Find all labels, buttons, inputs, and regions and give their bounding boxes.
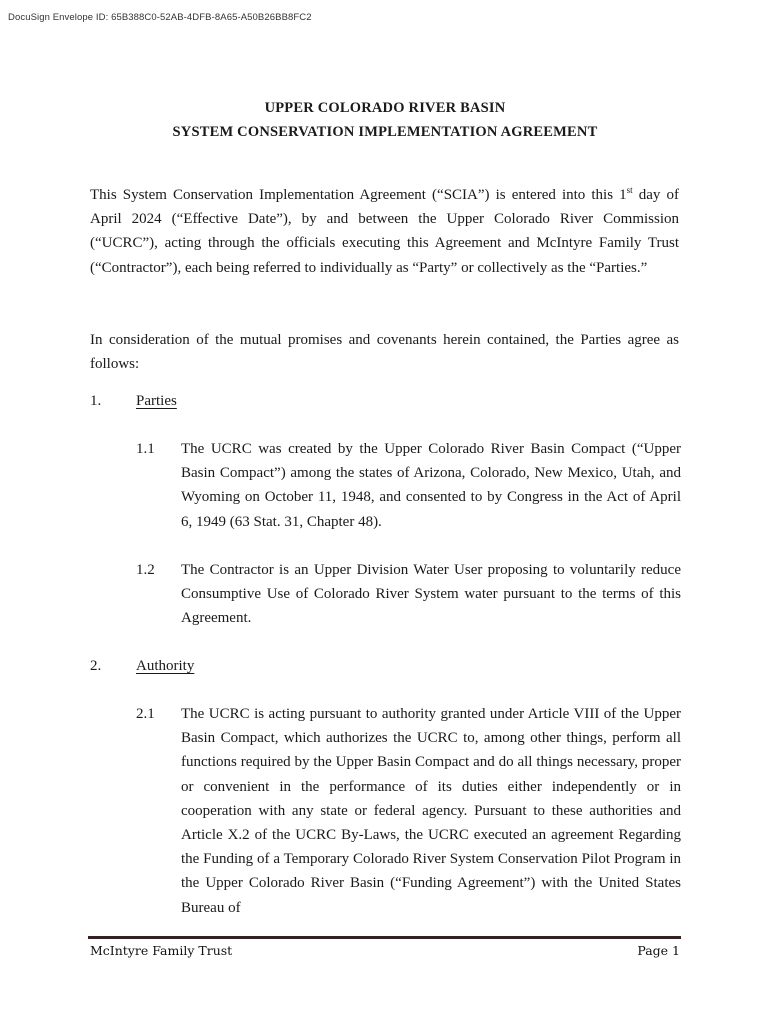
document-title-line-1: UPPER COLORADO RIVER BASIN	[264, 100, 506, 116]
footer-divider	[88, 936, 681, 939]
intro-paragraph	[90, 183, 679, 280]
subsection-number: 2.1	[136, 706, 155, 722]
section-number: 2.	[90, 658, 102, 674]
intro-superscript: st	[626, 185, 633, 195]
section-heading-parties	[90, 389, 177, 413]
intro-text-start: This System Conservation Implementation Agreement (“SCIA”) is entered into this 1	[90, 187, 627, 203]
section-heading-label: Authority	[136, 658, 195, 674]
intro-text-end: day of April 2024 (“Effective Date”), by and between the Upper Colorado River Commission (“UCRC”), acting through the officials executing this Agreement and McIntyre Family Trust (“Contractor”), each being referred to individually as “Party” or collectively as the “Parties.”	[90, 187, 679, 276]
subsection-2-1	[136, 702, 681, 920]
document-title-line-2: SYSTEM CONSERVATION IMPLEMENTATION AGREEMENT	[172, 124, 598, 140]
section-number: 1.	[90, 393, 102, 409]
subsection-number: 1.2	[136, 562, 155, 578]
subsection-1-1	[136, 437, 681, 534]
subsection-number: 1.1	[136, 441, 155, 457]
docusign-envelope-id: DocuSign Envelope ID: 65B388C0-52AB-4DFB-8A65-A50B26BB8FC2	[8, 12, 312, 23]
footer-party-name: McIntyre Family Trust	[90, 943, 233, 958]
footer-page-number: Page 1	[637, 943, 680, 958]
subsection-text: The UCRC was created by the Upper Colorado River Basin Compact (“Upper Basin Compact”) among the states of Arizona, Colorado, New Mexico, Utah, and Wyoming on October 11, 1948, and consented to by Congress in the Act of April 6, 1949 (63 Stat. 31, Chapter 48).	[181, 441, 681, 530]
subsection-text: The Contractor is an Upper Division Water User proposing to voluntarily reduce Consumptive Use of Colorado River System water pursuant to the terms of this Agreement.	[181, 562, 681, 627]
subsection-1-2	[136, 558, 681, 631]
section-heading-label: Parties	[136, 393, 177, 409]
consideration-paragraph: In consideration of the mutual promises and covenants herein contained, the Parties agree as follows:	[90, 332, 679, 373]
subsection-text: The UCRC is acting pursuant to authority granted under Article VIII of the Upper Basin Compact, which authorizes the UCRC to, among other things, perform all functions required by the Upper Basin Compact and do all things necessary, proper or convenient in the performance of its duties either independently or in cooperation with any state or federal agency. Pursuant to these authorities and Article X.2 of the UCRC By-Laws, the UCRC executed an agreement Regarding the Funding of a Temporary Colorado River System Conservation Pilot Program in the Upper Colorado River Basin (“Funding Agreement”) with the United States Bureau of	[181, 706, 681, 916]
section-heading-authority	[90, 654, 194, 678]
